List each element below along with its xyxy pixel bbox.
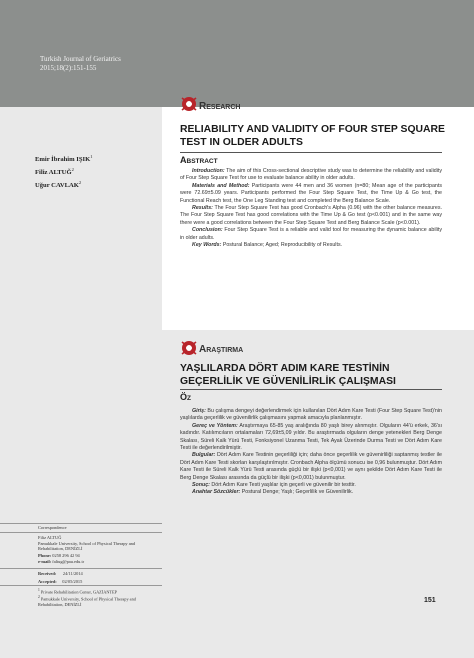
- divider: [0, 532, 162, 533]
- header-band: [0, 0, 474, 107]
- divider: [0, 568, 162, 569]
- abstract-body-english: [180, 168, 442, 249]
- journal-logo-icon: [179, 94, 199, 114]
- abstract-paragraph: Bulgular: Dört Adım Kare Testinin geçerliliği için; daha önce geçerlilik ve güvenirliliği saptanmış testler ile Dört Adım Kare Testi skorları karşılaştırılmıştır. Cronbach Alpha ölçümü sonucu ise 0,96 bulunmuştur. Dört Adım Kare Testi ile Süreli Kalk Yürü Testi arasında güçlü bir ilişki (p<0,001) ve aynı şekilde Dört Adım Kare Testi ile Berg Denge Skalası arasında da güçlü bir ilişki (p<0,001) bulunmuştur.: [180, 452, 442, 481]
- section-label-arastirma: ARAŞTIRMA: [199, 344, 244, 355]
- correspondence-heading: Correspondence: [38, 525, 67, 530]
- footnote: $^1$ Private Rehabilitation Center, GAZİANTEP: [38, 588, 118, 595]
- abstract-paragraph: Key Words: Postural Balance; Aged; Reproducibility of Results.: [192, 242, 343, 249]
- affiliation-footnotes: [38, 588, 153, 608]
- journal-info: [40, 55, 121, 73]
- author: Uğur CAVLAK$^2$: [35, 180, 82, 190]
- abstract-paragraph: Results: The Four Step Square Test has good Cronbach's Alpha (0.96) with the other balance measures. The Four Step Square Test has good correlations with the Time Up & Go test (p<0.001) and in the same way there were a good correlations between the Four Step Square Test and Berg Balance Scale (p<0.001).: [180, 205, 442, 226]
- author: Emir İbrahim IŞIK$^1$: [35, 154, 93, 164]
- journal-logo-icon: [179, 338, 199, 358]
- author-list: [35, 152, 92, 192]
- abstract-body-turkish: [180, 408, 442, 497]
- received-date: Received: 24/11/2014: [38, 571, 83, 576]
- abstract-paragraph: Giriş: Bu çalışma dengeyi değerlendirmek için kullanılan Dört Adım Kare Testi (Four Step Square Test)'nin yaşlılarda geçerlilik ve güvenilirlik çalışmasını yapmak amacıyla planlanmıştır.: [180, 408, 442, 422]
- journal-citation: 2015;18(2):151-155: [40, 64, 97, 72]
- abstract-paragraph: Materials and Method: Participants were 44 men and 36 women (n=80; Mean age of the participants were 72.69±5.09 years. Participants performed the Four Step Square Test, the Time Up & Go test, the Functional Reach test, the One Leg Standing test and completed the Berg Balance Scale.: [180, 182, 442, 204]
- correspondence-contact: Phone: 0258 296 42 94 e-mail: faltug@pau.edu.tr: [38, 553, 85, 564]
- author: Filiz ALTUĞ$^2$: [35, 167, 74, 177]
- journal-name: Turkish Journal of Geriatrics: [40, 55, 121, 63]
- abstract-paragraph: Anahtar Sözcükler: Postural Denge; Yaşlı; Geçerlilik ve Güvenilirlik.: [192, 489, 354, 496]
- accepted-date: Accepted: 02/05/2015: [38, 579, 83, 584]
- abstract-paragraph: Gereç ve Yöntem: Araştırmaya 65-85 yaş aralığında 80 yaşlı birey alınmıştır. Olguların 44'ü erkek, 36'sı kadındır. Katılımcıların ortalamaları 72,69±5,09 yıldır. Bu araştırmada olguların denge yetenekleri Berg Denge Skalası, Süreli Kalk Yürü Testi, Fonksiyonel Uzanma Testi, Tek Ayak Üzerinde Durma Testi ve Dört Adım Kare Testi ile değerlendirilmiştir.: [180, 422, 443, 452]
- title-divider: [180, 152, 442, 153]
- correspondence-address: Filiz ALTUĞ Pamukkale University, School of Physical Therapy and Rehabilitation, DENİZLİ: [38, 535, 136, 552]
- divider: [0, 585, 162, 586]
- section-label-research: RESEARCH: [199, 101, 241, 112]
- page-number: 151: [424, 597, 436, 604]
- title-divider: [180, 389, 442, 390]
- divider: [0, 523, 162, 524]
- footnote: $^2$ Pamukkale University, School of Physical Therapy and Rehabilitation, DENİZLİ: [38, 595, 136, 608]
- article-title-turkish: YAŞLILARDA DÖRT ADIM KARE TESTİNİN GEÇERLİLİK VE GÜVENİLİRLİK ÇALIŞMASI: [180, 363, 396, 387]
- abstract-paragraph: Introduction: The aim of this Cross-sectional descriptive study was to determine the reliability and validity of Four Step Square Test for use to evaluate balance ability in older adults.: [180, 168, 442, 182]
- abstract-paragraph: Conclusion: Four Step Square Test is a reliable and valid tool for measuring the dynamic balance ability in older adults.: [180, 227, 442, 241]
- abstract-heading: ABSTRACT: [180, 155, 218, 165]
- article-title-english: RELIABILITY AND VALIDITY OF FOUR STEP SQUARE TEST IN OLDER ADULTS: [180, 124, 445, 148]
- abstract-paragraph: Sonuç: Dört Adım Kare Testi yaşlılar için geçerli ve güvenilir bir testtir.: [192, 482, 356, 489]
- oz-heading: ÖZ: [180, 392, 191, 402]
